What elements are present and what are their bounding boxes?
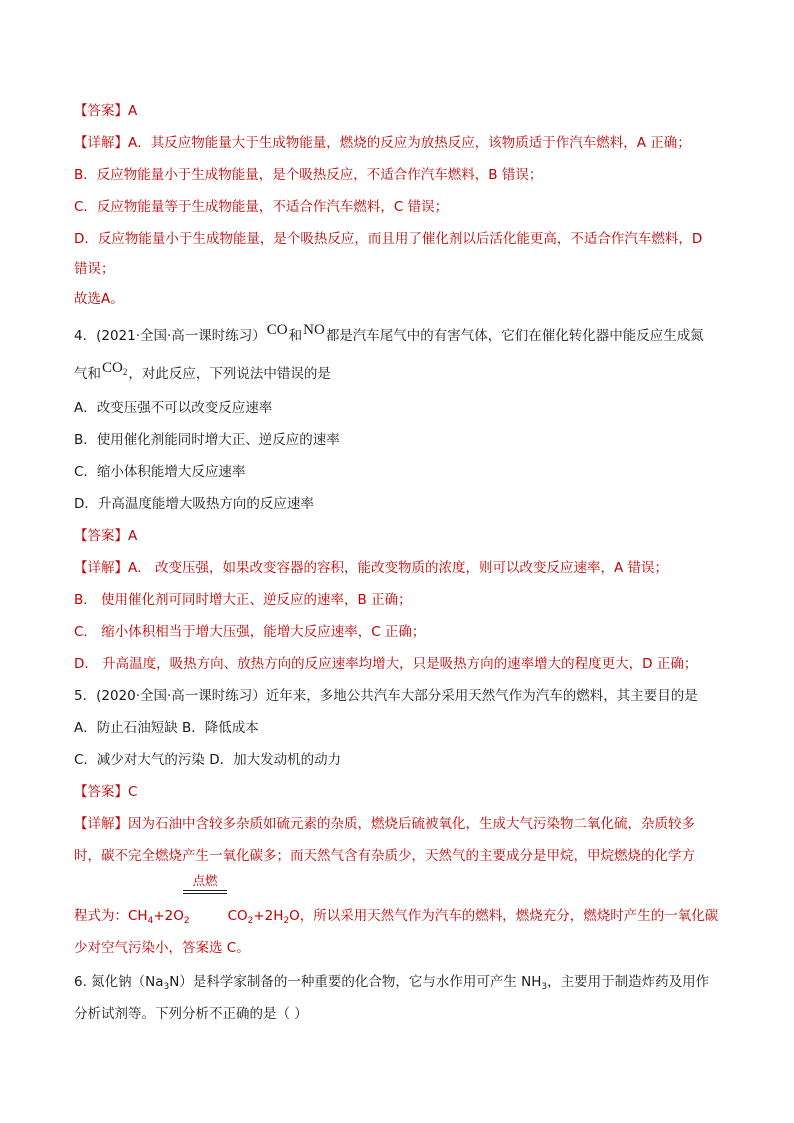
q5-detail-line-1 — [74, 814, 734, 834]
answer-value: A — [128, 528, 138, 544]
q4-option-c: C．缩小体积能增大反应速率 — [74, 464, 246, 480]
q4-source: 4．(2021·全国·高一课时练习） — [74, 328, 266, 344]
q3-answer — [74, 101, 734, 121]
eq-sub-3: 2 — [247, 916, 254, 926]
detail-text: 因为石油中含较多杂质如硫元素的杂质，燃烧后硫被氧化，生成大气污染物二氧化硫，杂质较多 — [128, 816, 695, 832]
q4-option-a: A．改变压强不可以改变反应速率 — [74, 400, 273, 416]
q4-option-b: B．使用催化剂能同时增大正、逆反应的速率 — [74, 432, 340, 448]
reaction-condition — [183, 873, 227, 894]
eq-reactant-2: +2O — [153, 908, 184, 924]
q6-sub-2: 3 — [541, 982, 548, 992]
eq-tail-text: O，所以采用天然气作为汽车的燃料，燃烧充分，燃烧时产生的一氧化碳 — [289, 908, 719, 924]
q4-detail-a — [74, 558, 734, 578]
formula-co: CO — [266, 322, 288, 338]
eq-sub-4: 2 — [283, 916, 290, 926]
q6-stem-tail: ，主要用于制造炸药及用作 — [547, 974, 710, 990]
q5-options-line-2: C．减少对大气的污染 D．加大发动机的动力 — [74, 752, 342, 768]
formula-co2-main: CO — [102, 360, 123, 376]
conj: 和 — [288, 328, 303, 344]
detail-tag: 【详解】 — [74, 816, 128, 832]
condition-text: 点燃 — [192, 873, 218, 888]
q5-options-line-1: A．防止石油短缺 B．降低成本 — [74, 720, 259, 736]
q4-detail-b: B． 使用催化剂可同时增大正、逆反应的速率，B 正确； — [74, 592, 412, 608]
q3-detail-line-1 — [74, 133, 734, 153]
q5-equation-line — [74, 906, 734, 926]
q4-stem-line-2 — [74, 360, 734, 384]
detail-tag: 【详解】 — [74, 560, 128, 576]
condition-bar-top — [183, 890, 227, 891]
q5-detail-line-2: 时，碳不完全燃烧产生一氧化碳多；而天然气含有杂质少，天然气的主要成分是甲烷，甲烷燃烧的化学方 — [74, 848, 695, 864]
formula-co2 — [101, 360, 128, 376]
q4-stem-suffix: ，对此反应，下列说法中错误的是 — [128, 366, 331, 382]
q6-stem-line-2: 分析试剂等。下列分析不正确的是（ ） — [74, 1006, 308, 1022]
q4-detail-c: C． 缩小体积相当于增大压强，能增大反应速率，C 正确； — [74, 624, 426, 640]
q4-answer — [74, 526, 734, 546]
eq-reactant-1: 程式为：CH — [74, 908, 148, 924]
q6-stem-line-1 — [74, 972, 734, 992]
q3-detail-line-5: 错误； — [74, 261, 115, 277]
q3-detail-line-3: C．反应物能量等于生成物能量，不适合作汽车燃料，C 错误； — [74, 199, 449, 215]
q5-detail-line-4: 少对空气污染小，答案选 C。 — [74, 940, 250, 956]
q4-stem-text: 都是汽车尾气中的有害气体，它们在催化转化器中能反应生成氮 — [325, 328, 704, 344]
q3-detail-line-2: B．反应物能量小于生成物能量，是个吸热反应，不适合作汽车燃料，B 错误； — [74, 167, 543, 183]
eq-product-1: CO — [227, 908, 248, 924]
q4-stem-line-1 — [74, 322, 734, 346]
formula-co2-sub: 2 — [122, 367, 128, 377]
answer-tag: 【答案】 — [74, 103, 128, 119]
answer-tag: 【答案】 — [74, 784, 128, 800]
answer-value: C — [128, 784, 138, 800]
q4-option-d: D．升高温度能增大吸热方向的反应速率 — [74, 496, 314, 512]
eq-sub-2: 2 — [183, 916, 190, 926]
q3-conclusion: 故选A。 — [74, 291, 124, 307]
formula-no: NO — [303, 322, 325, 338]
q6-stem-prefix: 6. 氮化钠（Na — [74, 974, 164, 990]
detail-text: A．其反应物能量大于生成物能量，燃烧的反应为放热反应，该物质适于作汽车燃料，A 正确； — [128, 135, 691, 151]
eq-product-2: +2H — [253, 908, 284, 924]
q4-detail-d: D． 升高温度，吸热方向、放热方向的反应速率均增大，只是吸热方向的速率增大的程度更大，D 正确； — [74, 656, 698, 672]
detail-tag: 【详解】 — [74, 135, 128, 151]
q3-detail-line-4: D．反应物能量小于生成物能量，是个吸热反应，而且用了催化剂以后活化能更高，不适合作汽车燃料，D — [74, 231, 703, 247]
q6-stem-mid: N）是科学家制备的一种重要的化合物，它与水作用可产生 NH — [169, 974, 542, 990]
q5-answer — [74, 782, 734, 802]
answer-tag: 【答案】 — [74, 528, 128, 544]
answer-value: A — [128, 103, 138, 119]
q4-stem-prefix: 气和 — [74, 366, 101, 382]
eq-sub-1: 4 — [147, 916, 154, 926]
detail-text: A． 改变压强，如果改变容器的容积，能改变物质的浓度，则可以改变反应速率，A 错误； — [128, 560, 669, 576]
q5-stem: 5．(2020·全国·高一课时练习）近年来，多地公共汽车大部分采用天然气作为汽车的燃料，其主要目的是 — [74, 688, 698, 704]
condition-bar-bottom — [183, 893, 227, 894]
q6-sub-1: 3 — [163, 982, 170, 992]
